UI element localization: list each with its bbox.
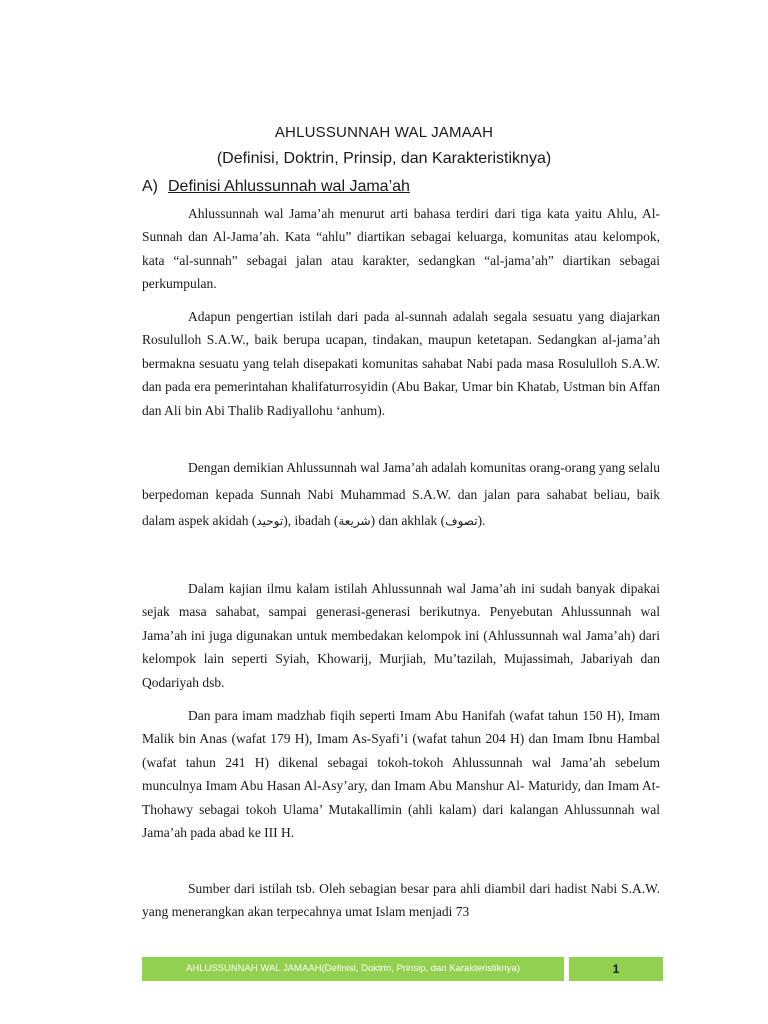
arabic-term-tauhid: توحيد xyxy=(256,514,284,528)
section-heading xyxy=(142,178,410,196)
paragraph-summary-text-3: ) dan akhlak ( xyxy=(370,513,446,528)
section-heading-text: Definisi Ahlussunnah wal Jama’ah xyxy=(168,178,410,195)
footer-title: AHLUSSUNNAH WAL JAMAAH(Definisi, Doktrin, Prinsip, dan Karakteristiknya) xyxy=(142,957,564,981)
section-letter: A) xyxy=(142,178,158,195)
document-title: AHLUSSUNNAH WAL JAMAAH xyxy=(274,124,494,141)
paragraph-imams: Dan para imam madzhab fiqih seperti Imam Abu Hanifah (wafat tahun 150 H), Imam Malik bin Anas (wafat 179 H), Imam As-Syafi’i (wafat tahun 204 H) dan Imam Ibnu Hambal (wafat tahun 241 H) dikenal sebagai tokoh-tokoh Ahlussunnah wal Jama’ah sebelum munculnya Imam Abu Hasan Al-Asy’ary, dan Imam Abu Manshur Al- Maturidy, dan Imam At-Thohawy sebagai tokoh Ulama’ Mutakallimin (ahli kalam) dari kalangan Ahlussunnah wal Jama’ah pada abad ke III H. xyxy=(142,708,660,841)
arabic-term-syariah: شريعة xyxy=(338,514,371,528)
paragraph-summary xyxy=(142,455,660,535)
document-subtitle: (Definisi, Doktrin, Prinsip, dan Karakteristiknya) xyxy=(216,150,552,167)
paragraph-source: Sumber dari istilah tsb. Oleh sebagian besar para ahli diambil dari hadist Nabi S.A.W. yang menerangkan akan terpecahnya umat Islam menjadi 73 xyxy=(142,881,660,920)
paragraph-terminology: Adapun pengertian istilah dari pada al-sunnah adalah segala sesuatu yang diajarkan Rosululloh S.A.W., baik berupa ucapan, tindakan, maupun ketetapan. Sedangkan al-jama’ah bermakna sesuatu yang telah disepakati komunitas sahabat Nabi pada masa Rosululloh S.A.W. dan pada era pemerintahan khalifaturrosyidin (Abu Bakar, Umar bin Khatab, Ustman bin Affan dan Ali bin Abi Thalib Radiyallohu ‘anhum). xyxy=(142,309,660,418)
paragraph-definition: Ahlussunnah wal Jama’ah menurut arti bahasa terdiri dari tiga kata yaitu Ahlu, Al-Sunnah dan Al-Jama’ah. Kata “ahlu” diartikan sebagai keluarga, komunitas atau kelompok, kata “al-sunnah” sebagai jalan atau karakter, sedangkan “al-jama’ah” diartikan sebagai perkumpulan. xyxy=(142,206,660,292)
page-footer xyxy=(142,957,663,981)
page-number: 1 xyxy=(569,957,663,981)
paragraph-summary-text-2: ), ibadah ( xyxy=(283,513,339,528)
paragraph-kalam: Dalam kajian ilmu kalam istilah Ahlussunnah wal Jama’ah ini sudah banyak dipakai sejak masa sahabat, sampai generasi-generasi berikutnya. Penyebutan Ahlussunnah wal Jama’ah ini juga digunakan untuk membedakan kelompok ini (Ahlussunnah wal Jama’ah) dari kelompok lain seperti Syiah, Khowarij, Murjiah, Mu’tazilah, Mujassimah, Jabariyah dan Qodariyah dsb. xyxy=(142,581,660,690)
paragraph-summary-text-4: ). xyxy=(477,513,486,528)
paragraph-summary-text-1: Dengan demikian Ahlussunnah wal Jama’ah adalah komunitas orang-orang yang selalu berpedoman kepada Sunnah Nabi Muhammad S.A.W. dan jalan para sahabat beliau, baik dalam aspek akidah ( xyxy=(142,460,660,528)
arabic-term-tasawuf: تصوف xyxy=(445,514,478,528)
